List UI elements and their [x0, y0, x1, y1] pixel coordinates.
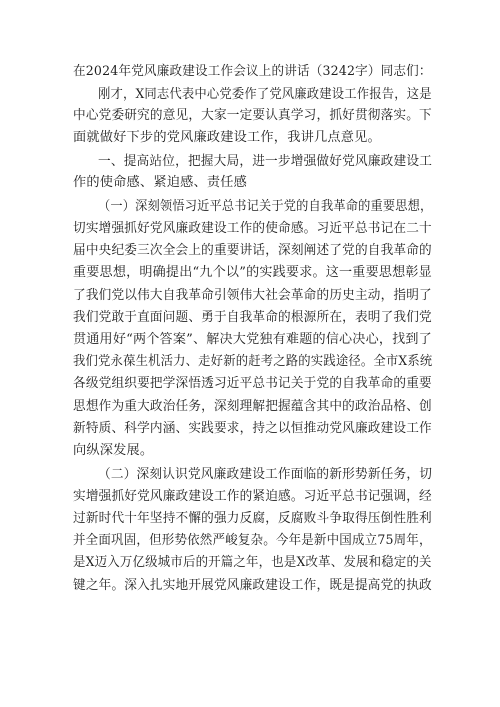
section-heading-line: 一、提高站位，把握大局，进一步增强做好党风廉政建设工	[98, 154, 433, 169]
subsection-line: （一）深刻领悟习近平总书记关于党的自我革命的重要思想，	[98, 199, 433, 214]
paragraph-line: 各级党组织要把学深悟透习近平总书记关于党的自我革命的重要	[73, 376, 432, 391]
subsection-line: （二）深刻认识党风廉政建设工作面临的新形势新任务，切	[98, 467, 433, 482]
paragraph-line: 中心党委研究的意见，大家一定要认真学习，抓好贯彻落实。下	[73, 108, 432, 123]
paragraph-line: 过新时代十年坚持不懈的强力反腐，反腐败斗争取得压倒性胜利	[73, 511, 432, 526]
section-heading-line: 作的使命感、紧迫感、责任感	[73, 175, 248, 190]
paragraph-line: 面就做好下步的党风廉政建设工作，我讲几点意见。	[73, 130, 381, 145]
paragraph-line: 重要思想，明确提出“九个以”的实践要求。这一重要思想彰显	[73, 265, 432, 280]
paragraph-line: 届中央纪委三次全会上的重要讲话，深刻阐述了党的自我革命的	[73, 243, 432, 258]
paragraph-line: 我们党永葆生机活力、走好新的赶考之路的实践途径。全市X系统	[73, 354, 433, 369]
paragraph-line: 刚才，X同志代表中心党委作了党风廉政建设工作报告，这是	[98, 87, 432, 102]
document-title-line: 在2024年党风廉政建设工作会议上的讲话（3242字）同志们：	[73, 64, 432, 79]
paragraph-line: 切实增强抓好党风廉政建设工作的使命感。习近平总书记在二十	[73, 221, 432, 236]
paragraph-line: 实增强抓好党风廉政建设工作的紧迫感。习近平总书记强调，经	[73, 489, 432, 504]
paragraph-line: 键之年。深入扎实地开展党风廉政建设工作，既是提高党的执政	[73, 578, 432, 593]
paragraph-line: 思想作为重大政治任务，深刻理解把握蕴含其中的政治品格、创	[73, 399, 432, 414]
paragraph-line: 并全面巩固，但形势依然严峻复杂。今年是新中国成立75周年，	[73, 533, 432, 548]
paragraph-line: 是X迈入万亿级城市后的开篇之年，也是X改革、发展和稳定的关	[73, 555, 432, 570]
paragraph-line: 了我们党以伟大自我革命引领伟大社会革命的历史主动，指明了	[73, 288, 432, 303]
paragraph-line: 新特质、科学内涵、实践要求，持之以恒推动党风廉政建设工作	[73, 421, 432, 436]
paragraph-line: 向纵深发展。	[73, 443, 154, 458]
paragraph-line: 贯通用好“两个答案”、解决大党独有难题的信心决心，找到了	[73, 332, 432, 347]
paragraph-line: 我们党敢于直面问题、勇于自我革命的根源所在，表明了我们党	[73, 310, 432, 325]
